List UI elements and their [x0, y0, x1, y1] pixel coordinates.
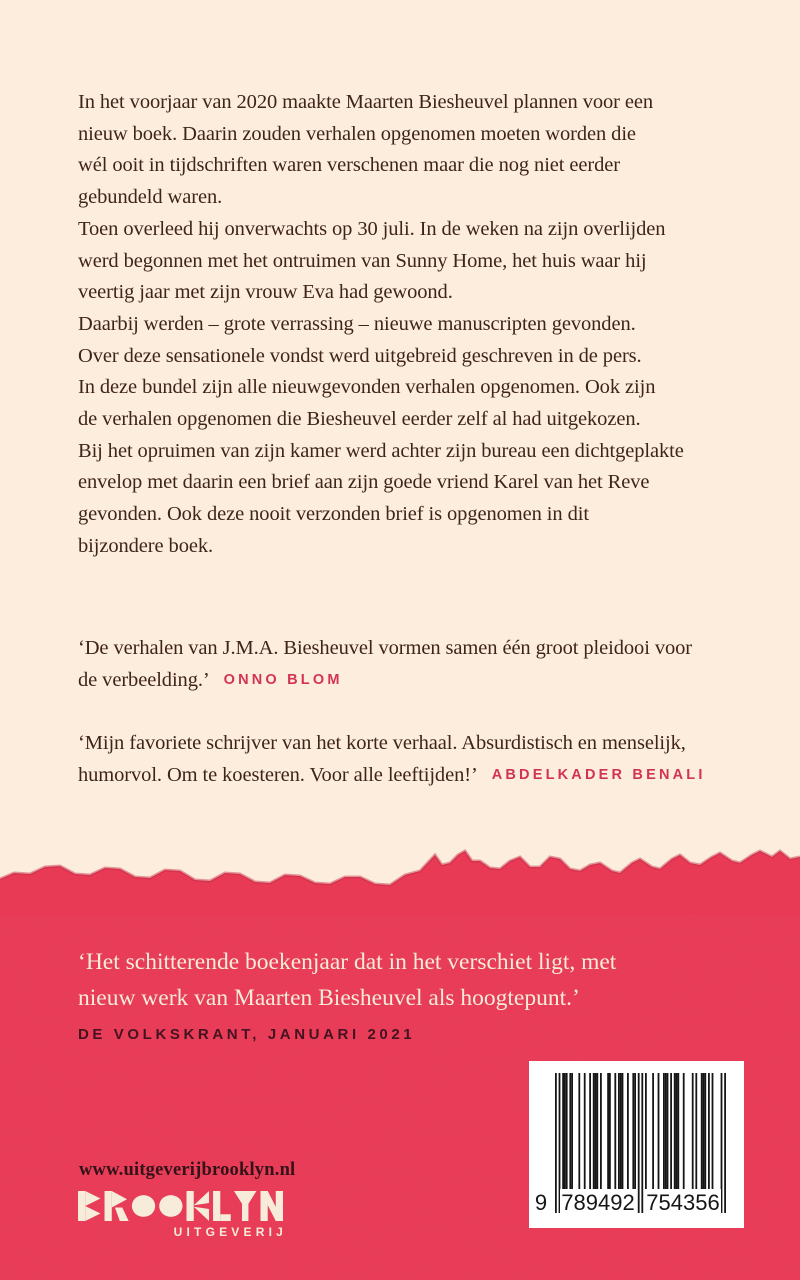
quote-line-text: humorvol. Om te koesteren. Voor alle leeftijden!’	[78, 764, 478, 786]
quote-line-text: de verbeelding.’	[78, 669, 210, 691]
press-quote-attribution: DE VOLKSKRANT, JANUARI 2021	[78, 1026, 416, 1043]
barcode-digit-group: 789492	[560, 1189, 636, 1219]
publisher-tagline: UITGEVERIJ	[173, 1225, 287, 1239]
text-line: Bij het opruimen van zijn kamer werd achter zijn bureau een dichtgeplakte	[78, 439, 684, 462]
text-line: Over deze sensationele vondst werd uitgebreid geschreven in de pers.	[78, 344, 642, 367]
text-line: In het voorjaar van 2020 maakte Maarten Biesheuvel plannen voor een	[78, 91, 654, 113]
endorsement-quote-1	[78, 632, 768, 698]
quote-line	[78, 664, 768, 698]
press-quote-line: ‘Het schitterende boekenjaar dat in het verschiet ligt, met	[78, 949, 617, 975]
publisher-website-url: www.uitgeverijbrooklyn.nl	[79, 1160, 296, 1180]
publisher-logo	[78, 1191, 287, 1239]
quote-line: ‘Mijn favoriete schrijver van het korte verhaal. Absurdistisch en menselijk,	[78, 732, 686, 754]
quote-attribution: ONNO BLOM	[223, 672, 343, 688]
brooklyn-logotype-icon	[78, 1191, 283, 1221]
synopsis-text	[78, 87, 758, 563]
quote-line: ‘De verhalen van J.M.A. Biesheuvel vormen samen één groot pleidooi voor	[78, 637, 692, 659]
text-line: gebundeld waren.	[78, 186, 223, 209]
press-quote-line: nieuw werk van Maarten Biesheuvel als hoogtepunt.’	[78, 985, 580, 1011]
text-line: de verhalen opgenomen die Biesheuvel eerder zelf al had uitgekozen.	[78, 408, 641, 431]
quote-line	[78, 759, 768, 793]
quote-attribution: ABDELKADER BENALI	[491, 767, 706, 783]
text-line: Toen overleed hij onverwachts op 30 juli. In de weken na zijn overlijden	[78, 217, 666, 240]
barcode-digit-group: 9	[529, 1189, 553, 1219]
barcode-digit-group: 754356	[645, 1189, 721, 1219]
text-line: In deze bundel zijn alle nieuwgevonden verhalen opgenomen. Ook zijn	[78, 376, 656, 399]
text-line: wél ooit in tijdschriften waren verschenen maar die nog niet eerder	[78, 154, 621, 177]
barcode	[529, 1061, 744, 1228]
text-line: bijzondere boek.	[78, 534, 214, 557]
text-line: nieuw boek. Daarin zouden verhalen opgenomen moeten worden die	[78, 122, 636, 145]
text-line: envelop met daarin een brief aan zijn goede vriend Karel van het Reve	[78, 471, 650, 494]
text-line: werd begonnen met het ontruimen van Sunny Home, het huis waar hij	[78, 249, 647, 272]
torn-paper-edge	[0, 841, 800, 917]
endorsement-quote-2	[78, 727, 768, 793]
press-quote	[78, 944, 768, 1016]
text-line: Daarbij werden – grote verrassing – nieuwe manuscripten gevonden.	[78, 312, 636, 335]
text-line: veertig jaar met zijn vrouw Eva had gewoond.	[78, 281, 453, 304]
text-line: gevonden. Ook deze nooit verzonden brief is opgenomen in dit	[78, 503, 589, 526]
